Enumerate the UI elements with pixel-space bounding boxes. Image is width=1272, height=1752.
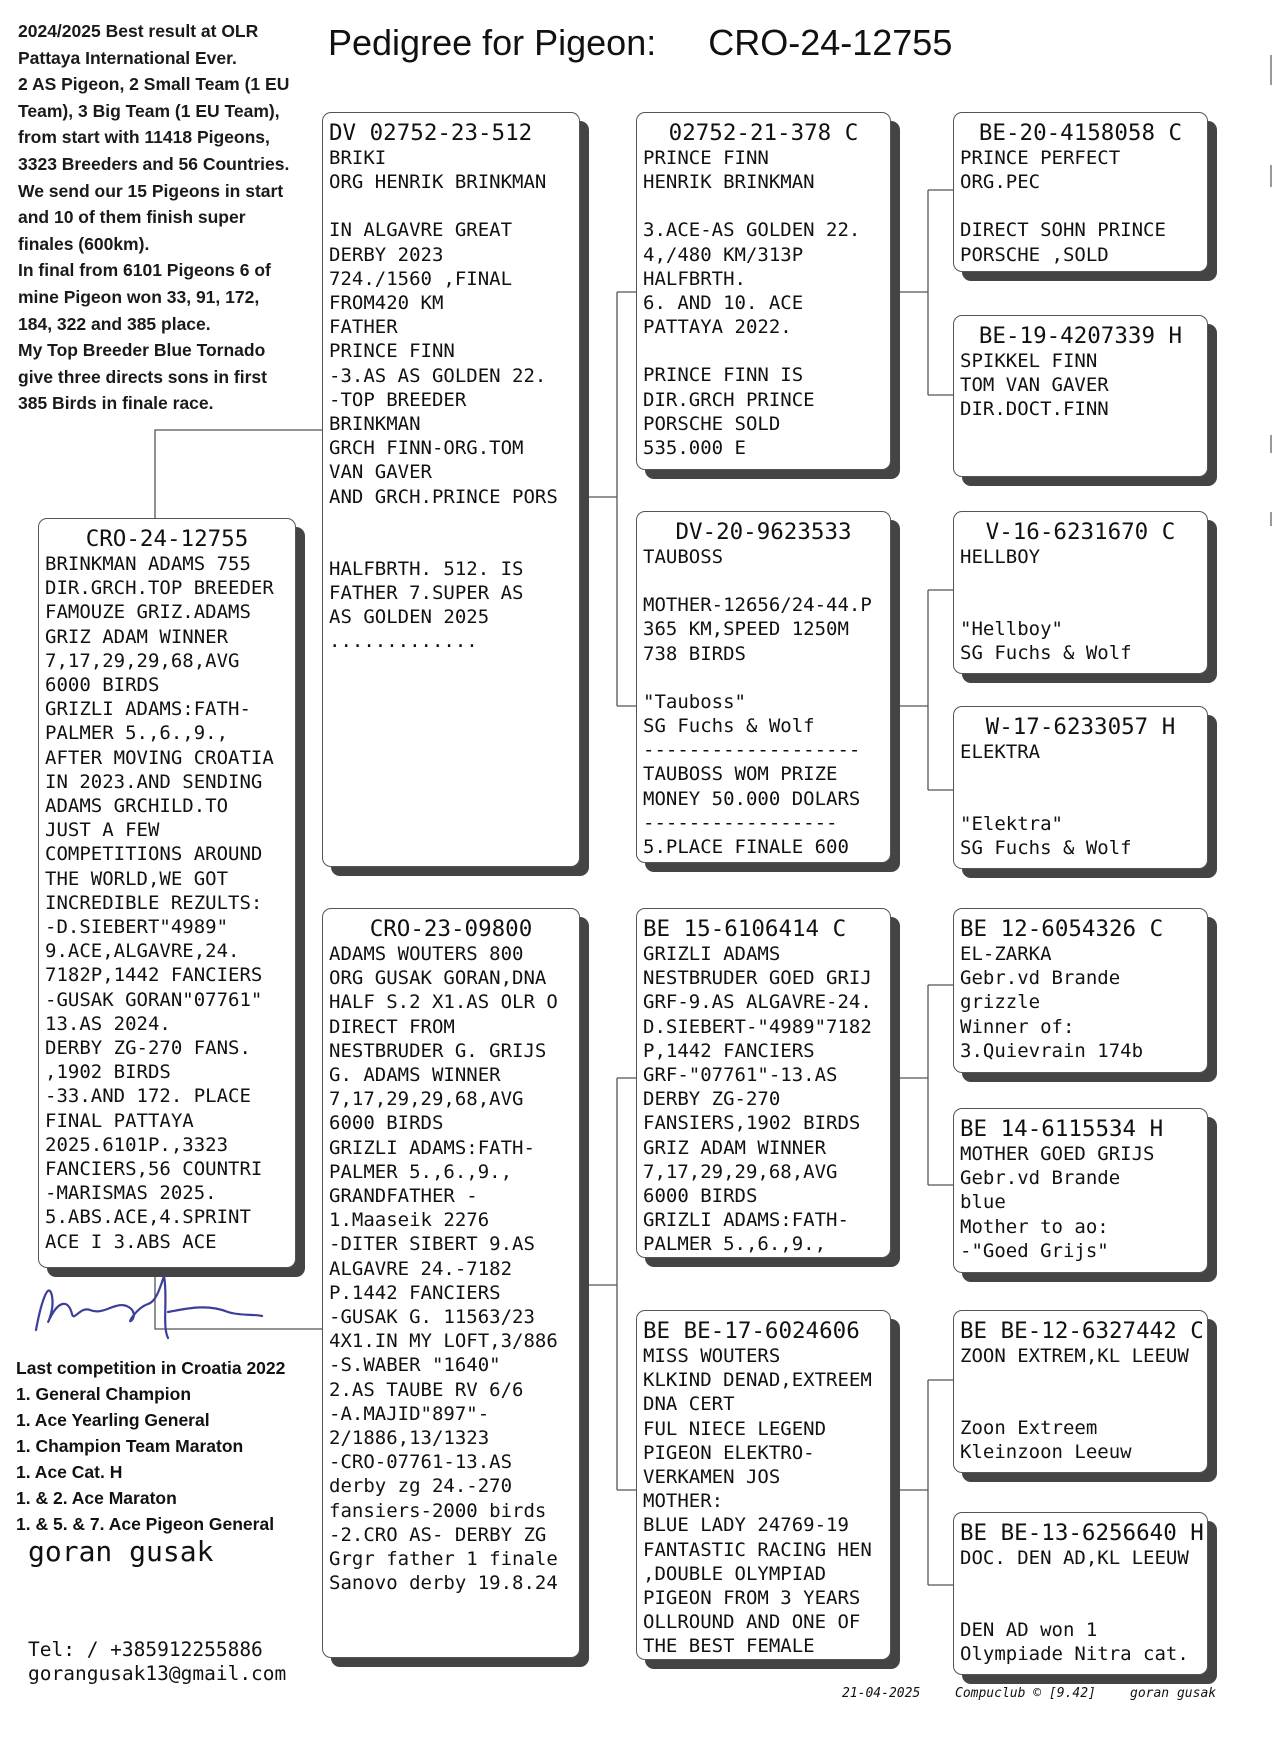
text-line: 724./1560 ,FINAL (329, 267, 513, 290)
pigeon-name (960, 146, 1201, 194)
competition-title: Last competition in Croatia 2022 (16, 1358, 286, 1378)
text-line: GRANDFATHER - (329, 1185, 478, 1208)
text-line: ZOON EXTREM,KL LEEUW (960, 1345, 1189, 1367)
ring-number: BE 14-6115534 H (960, 1116, 1164, 1142)
text-line: "Elektra" (960, 813, 1063, 836)
text-line: OLLROUND AND ONE OF (643, 1611, 861, 1634)
ring-number: W-17-6233057 H (985, 714, 1176, 740)
text-line: 7,17,29,29,68,AVG (643, 1160, 838, 1183)
text-line: ,DOUBLE OLYMPIAD (643, 1562, 827, 1585)
text-line: -33.AND 172. PLACE (45, 1085, 251, 1108)
text-line: FANCIERS,56 COUNTRI (45, 1158, 263, 1181)
text-line: -S.WABER "1640" (329, 1354, 501, 1377)
text-line: DERBY 2023 (329, 243, 444, 266)
note-line: give three directs sons in first (18, 366, 267, 387)
text-line: -D.SIEBERT"4989" (45, 916, 229, 939)
pigeon-notes (960, 812, 1201, 860)
text-line: DERBY ZG-270 (643, 1088, 781, 1111)
text-line: THE WORLD,WE GOT (45, 867, 229, 890)
ring-number: CRO-23-09800 (369, 916, 533, 942)
text-line: Olympiade Nitra cat. (960, 1643, 1189, 1666)
text-line: 4X1.IN MY LOFT,3/886 (329, 1330, 558, 1353)
text-line: 535.000 E (643, 437, 746, 460)
text-line: grizzle (960, 991, 1041, 1014)
ring-number: CRO-24-12755 (85, 526, 249, 552)
text-line: HALFBRTH. (643, 267, 746, 290)
pigeon-name (960, 740, 1201, 764)
text-line: 6000 BIRDS (45, 674, 160, 697)
text-line: ELEKTRA (960, 741, 1041, 763)
text-line: ----------------- (643, 811, 838, 834)
text-line: PATTAYA 2022. (643, 316, 792, 339)
title-ring: CRO-24-12755 (708, 22, 953, 63)
pigeon-name (643, 146, 884, 194)
text-line: MOTHER GOED GRIJS (960, 1143, 1155, 1165)
pigeon-box-sdd[interactable] (953, 706, 1208, 869)
note-line: Pattaya International Ever. (18, 47, 237, 68)
competition-list (16, 1381, 316, 1537)
text-line: 6000 BIRDS (329, 1112, 444, 1135)
text-line: PIGEON ELEKTRO- (643, 1441, 815, 1464)
text-line: GRIZLI ADAMS (643, 943, 781, 965)
footer-date: 21-04-2025 (842, 1686, 921, 1701)
text-line: -"Goed Grijs" (960, 1239, 1109, 1262)
text-line: 2025.6101P.,3323 (45, 1133, 229, 1156)
text-line: SG Fuchs & Wolf (960, 642, 1132, 665)
text-line: 6. AND 10. ACE (643, 292, 804, 315)
text-line: 2/1886,13/1323 (329, 1427, 490, 1450)
note-line: and 10 of them finish super (18, 207, 246, 228)
text-line: PORSCHE SOLD (643, 412, 781, 435)
pigeon-notes (960, 1142, 1201, 1263)
competition-results (16, 1355, 316, 1537)
pigeon-box-dds[interactable] (953, 1310, 1208, 1473)
text-line: 1.Maaseik 2276 (329, 1209, 490, 1232)
pigeon-box-dam-dam[interactable] (636, 1310, 891, 1660)
text-line: AS GOLDEN 2025 (329, 606, 490, 629)
text-line: Gebr.vd Brande (960, 1167, 1121, 1190)
pigeon-box-sire-sire[interactable] (636, 112, 891, 470)
text-line: 6000 BIRDS (643, 1185, 758, 1208)
text-line: P,1442 FANCIERS (643, 1039, 815, 1062)
text-line: TOM VAN GAVER (960, 374, 1109, 397)
handwritten-signature (28, 1268, 268, 1343)
text-line: IN 2023.AND SENDING (45, 770, 263, 793)
text-line: TAUBOSS WOM PRIZE (643, 763, 838, 786)
note-line: Team), 3 Big Team (1 EU Team), (18, 100, 280, 121)
text-line: 3.ACE-AS GOLDEN 22. (643, 219, 861, 242)
ring-number: BE BE-12-6327442 C (960, 1318, 1204, 1344)
text-line: SG Fuchs & Wolf (643, 715, 815, 738)
pigeon-notes (329, 942, 573, 1595)
text-line: PRINCE FINN (643, 147, 769, 169)
pigeon-name (329, 146, 573, 194)
link-main-sire (155, 430, 322, 520)
pigeon-box-dam-sire[interactable] (636, 908, 891, 1258)
text-line: BLUE LADY 24769-19 (643, 1514, 849, 1537)
text-line: PALMER 5.,6.,9., (45, 722, 229, 745)
text-line: 1. Ace Cat. H (16, 1462, 123, 1482)
pigeon-notes (960, 1618, 1201, 1666)
ring-number: BE BE-17-6024606 (643, 1318, 860, 1344)
note-line: finales (600km). (18, 233, 150, 254)
pigeon-notes (960, 1416, 1201, 1464)
text-line: -3.AS AS GOLDEN 22. (329, 364, 547, 387)
text-line: 1. Ace Yearling General (16, 1410, 210, 1430)
text-line: 3.Quievrain 174b (960, 1039, 1144, 1062)
contact-info (28, 1638, 286, 1686)
text-line: Grgr father 1 finale (329, 1548, 558, 1571)
text-line: Mother to ao: (960, 1215, 1109, 1238)
text-line: -DITER SIBERT 9.AS (329, 1233, 535, 1256)
text-line: NESTBRUDER G. GRIJS (329, 1039, 547, 1062)
text-line: 1. Champion Team Maraton (16, 1436, 244, 1456)
text-line: 2.AS TAUBE RV 6/6 (329, 1378, 524, 1401)
pigeon-notes (643, 1344, 884, 1659)
text-line: KLKIND DENAD,EXTREEM (643, 1369, 872, 1392)
pigeon-notes (643, 218, 884, 339)
text-line: SPIKKEL FINN (960, 350, 1098, 372)
text-line: ORG.PEC (960, 171, 1041, 194)
text-line: GRF-9.AS ALGAVRE-24. (643, 991, 872, 1014)
note-line: 184, 322 and 385 place. (18, 313, 211, 334)
footer-software: Compuclub © [9.42] (955, 1686, 1096, 1701)
text-line: DIR.DOCT.FINN (960, 398, 1109, 421)
text-line: ORG GUSAK GORAN,DNA (329, 967, 547, 990)
note-line: We send our 15 Pigeons in start (18, 180, 284, 201)
text-line: -2.CRO AS- DERBY ZG (329, 1523, 547, 1546)
text-line: PORSCHE ,SOLD (960, 243, 1109, 266)
text-line: GRIZLI ADAMS:FATH- (329, 1136, 535, 1159)
pigeon-box-sss[interactable] (953, 112, 1208, 272)
email-address[interactable]: gorangusak13@gmail.com (28, 1662, 287, 1685)
text-line: TAUBOSS (643, 546, 724, 568)
text-line: PRINCE FINN (329, 340, 455, 363)
note-line: 385 Birds in finale race. (18, 393, 214, 414)
note-line: 2 AS Pigeon, 2 Small Team (1 EU (18, 74, 290, 95)
text-line: JUST A FEW (45, 819, 160, 842)
text-line: P.1442 FANCIERS (329, 1281, 501, 1304)
pigeon-box-dam[interactable] (322, 908, 580, 1658)
pigeon-box-dsd[interactable] (953, 1108, 1208, 1273)
text-line: ACE I 3.ABS ACE (45, 1230, 217, 1253)
text-line: D.SIEBERT-"4989"7182 (643, 1015, 872, 1038)
note-line: In final from 6101 Pigeons 6 of (18, 260, 271, 281)
text-line: DIRECT SOHN PRINCE (960, 219, 1166, 242)
pigeon-notes (329, 218, 573, 508)
text-line: DOC. DEN AD,KL LEEUW (960, 1547, 1189, 1569)
text-line: HALF S.2 X1.AS OLR O (329, 991, 558, 1014)
text-line: 1. & 2. Ace Maraton (16, 1488, 177, 1508)
ring-number: 02752-21-378 C (668, 120, 859, 146)
text-line: DIR.GRCH.TOP BREEDER (45, 577, 274, 600)
pigeon-notes (960, 617, 1201, 665)
text-line: PRINCE FINN IS (643, 364, 804, 387)
pigeon-name (960, 1344, 1201, 1368)
text-line: 7,17,29,29,68,AVG (45, 649, 240, 672)
text-line: PRINCE PERFECT (960, 147, 1121, 169)
text-line: HENRIK BRINKMAN (643, 171, 815, 194)
text-line: HELLBOY (960, 546, 1041, 568)
text-line: MOTHER-12656/24-44.P (643, 594, 872, 617)
text-line: FUL NIECE LEGEND (643, 1417, 827, 1440)
text-line: GRIZ ADAM WINNER (643, 1136, 827, 1159)
text-line: THE BEST FEMALE (643, 1635, 815, 1658)
text-line: FROM420 KM (329, 292, 444, 315)
pigeon-notes-extra (643, 690, 884, 859)
pigeon-notes-extra (643, 363, 884, 460)
pigeon-notes (643, 942, 884, 1257)
text-line: AFTER MOVING CROATIA (45, 746, 274, 769)
text-line: fansiers-2000 birds (329, 1499, 547, 1522)
text-line: DERBY ZG-270 FANS. (45, 1037, 251, 1060)
pigeon-box-main[interactable] (38, 518, 296, 1268)
text-line: BRIKI (329, 147, 387, 169)
text-line: VERKAMEN JOS (643, 1466, 781, 1489)
pigeon-notes (45, 552, 289, 1254)
text-line: BRINKMAN ADAMS 755 (45, 553, 251, 575)
text-line: -A.MAJID"897"- (329, 1402, 490, 1425)
text-line: FAMOUZE GRIZ.ADAMS (45, 601, 251, 624)
text-line: GRCH FINN-ORG.TOM (329, 437, 524, 460)
ring-number: BE-20-4158058 C (978, 120, 1183, 146)
note-line: 2024/2025 Best result at OLR (18, 21, 259, 41)
text-line: -GUSAK G. 11563/23 (329, 1306, 535, 1329)
text-line: FANTASTIC RACING HEN (643, 1538, 872, 1561)
text-line: Kleinzoon Leeuw (960, 1441, 1132, 1464)
note-line: from start with 11418 Pigeons, (18, 127, 270, 148)
text-line: -TOP BREEDER (329, 388, 467, 411)
text-line: BRINKMAN (329, 413, 421, 436)
pigeon-name (960, 545, 1201, 569)
pigeon-name (960, 1546, 1201, 1570)
text-line: 7182P,1442 FANCIERS (45, 964, 263, 987)
text-line: ALGAVRE 24.-7182 (329, 1257, 513, 1280)
text-line: IN ALGAVRE GREAT (329, 219, 513, 242)
text-line: 5.PLACE FINALE 600 (643, 836, 849, 859)
text-line: FINAL PATTAYA (45, 1109, 194, 1132)
text-line: 1. General Champion (16, 1384, 192, 1404)
text-line: -MARISMAS 2025. (45, 1182, 217, 1205)
pigeon-box-sire-dam[interactable] (636, 511, 891, 863)
ring-number: BE BE-13-6256640 H (960, 1520, 1204, 1546)
text-line: derby zg 24.-270 (329, 1475, 513, 1498)
pigeon-notes (960, 942, 1201, 1063)
text-line: 7,17,29,29,68,AVG (329, 1088, 524, 1111)
text-line: FATHER 7.SUPER AS (329, 582, 524, 605)
text-line: 13.AS 2024. (45, 1012, 171, 1035)
text-line: "Tauboss" (643, 690, 746, 713)
text-line: PALMER 5.,6.,9., (643, 1233, 827, 1256)
ring-number: DV-20-9623533 (675, 519, 852, 545)
pigeon-name (960, 349, 1201, 422)
text-line: GRIZLI ADAMS:FATH- (45, 698, 251, 721)
text-line: -GUSAK GORAN"07761" (45, 988, 263, 1011)
text-line: AND GRCH.PRINCE PORS (329, 485, 558, 508)
pigeon-notes (643, 593, 884, 666)
pigeon-notes-extra (329, 557, 573, 654)
title-label: Pedigree for Pigeon: (328, 22, 657, 63)
text-line: 365 KM,SPEED 1250M (643, 618, 849, 641)
note-line: My Top Breeder Blue Tornado (18, 340, 266, 361)
text-line: Zoon Extreem (960, 1417, 1098, 1440)
text-line: NESTBRUDER GOED GRIJ (643, 967, 872, 990)
text-line: DEN AD won 1 (960, 1619, 1098, 1642)
text-line: DIRECT FROM (329, 1015, 455, 1038)
pigeon-box-ssd[interactable] (953, 315, 1208, 477)
text-line: GRIZLI ADAMS:FATH- (643, 1209, 849, 1232)
text-line: 4,/480 KM/313P (643, 243, 804, 266)
text-line: ,1902 BIRDS (45, 1061, 171, 1084)
note-line: mine Pigeon won 33, 91, 172, (18, 286, 260, 307)
text-line: FANSIERS,1902 BIRDS (643, 1112, 861, 1135)
text-line: 1. & 5. & 7. Ace Pigeon General (16, 1514, 275, 1534)
ring-number: BE-19-4207339 H (978, 323, 1183, 349)
ring-number: DV 02752-23-512 (329, 120, 533, 146)
pigeon-notes (960, 218, 1201, 266)
text-line: -CRO-07761-13.AS (329, 1451, 513, 1474)
text-line: Sanovo derby 19.8.24 (329, 1572, 558, 1595)
text-line: Gebr.vd Brande (960, 967, 1121, 990)
pigeon-box-sds[interactable] (953, 511, 1208, 674)
pigeon-box-dss[interactable] (953, 908, 1208, 1073)
text-line: DIR.GRCH PRINCE (643, 388, 815, 411)
text-line: MISS WOUTERS (643, 1345, 781, 1367)
text-line: GRIZ ADAM WINNER (45, 625, 229, 648)
phone-number[interactable]: Tel: / +385912255886 (28, 1638, 263, 1661)
text-line: DNA CERT (643, 1393, 735, 1416)
text-line: INCREDIBLE REZULTS: (45, 891, 263, 914)
text-line: 738 BIRDS (643, 642, 746, 665)
note-line: 3323 Breeders and 56 Countries. (18, 153, 290, 174)
text-line: PALMER 5.,6.,9., (329, 1160, 513, 1183)
owner-name: goran gusak (28, 1535, 214, 1568)
text-line: VAN GAVER (329, 461, 432, 484)
text-line: HALFBRTH. 512. IS (329, 557, 524, 580)
text-line: ORG HENRIK BRINKMAN (329, 171, 547, 194)
text-line: 5.ABS.ACE,4.SPRINT (45, 1206, 251, 1229)
text-line: "Hellboy" (960, 618, 1063, 641)
ring-number: BE 12-6054326 C (960, 916, 1164, 942)
pigeon-box-sire[interactable] (322, 112, 580, 867)
pigeon-name (643, 545, 884, 569)
text-line: FATHER (329, 316, 398, 339)
text-line: COMPETITIONS AROUND (45, 843, 263, 866)
text-line: ADAMS WOUTERS 800 (329, 943, 524, 965)
text-line: 9.ACE,ALGAVRE,24. (45, 940, 240, 963)
text-line: Winner of: (960, 1015, 1075, 1038)
text-line: MONEY 50.000 DOLARS (643, 787, 861, 810)
text-line: MOTHER: (643, 1490, 724, 1513)
text-line: ------------------- (643, 739, 861, 762)
ring-number: V-16-6231670 C (985, 519, 1176, 545)
text-line: PIGEON FROM 3 YEARS (643, 1587, 861, 1610)
pigeon-box-ddd[interactable] (953, 1512, 1208, 1675)
footer-owner: goran gusak (1130, 1686, 1217, 1701)
text-line: ............. (329, 630, 478, 653)
text-line: ADAMS GRCHILD.TO (45, 795, 229, 818)
text-line: EL-ZARKA (960, 943, 1052, 965)
text-line: GRF-"07761"-13.AS (643, 1064, 838, 1087)
text-line: SG Fuchs & Wolf (960, 837, 1132, 860)
text-line: G. ADAMS WINNER (329, 1064, 501, 1087)
ring-number: BE 15-6106414 C (643, 916, 847, 942)
text-line: blue (960, 1191, 1006, 1214)
